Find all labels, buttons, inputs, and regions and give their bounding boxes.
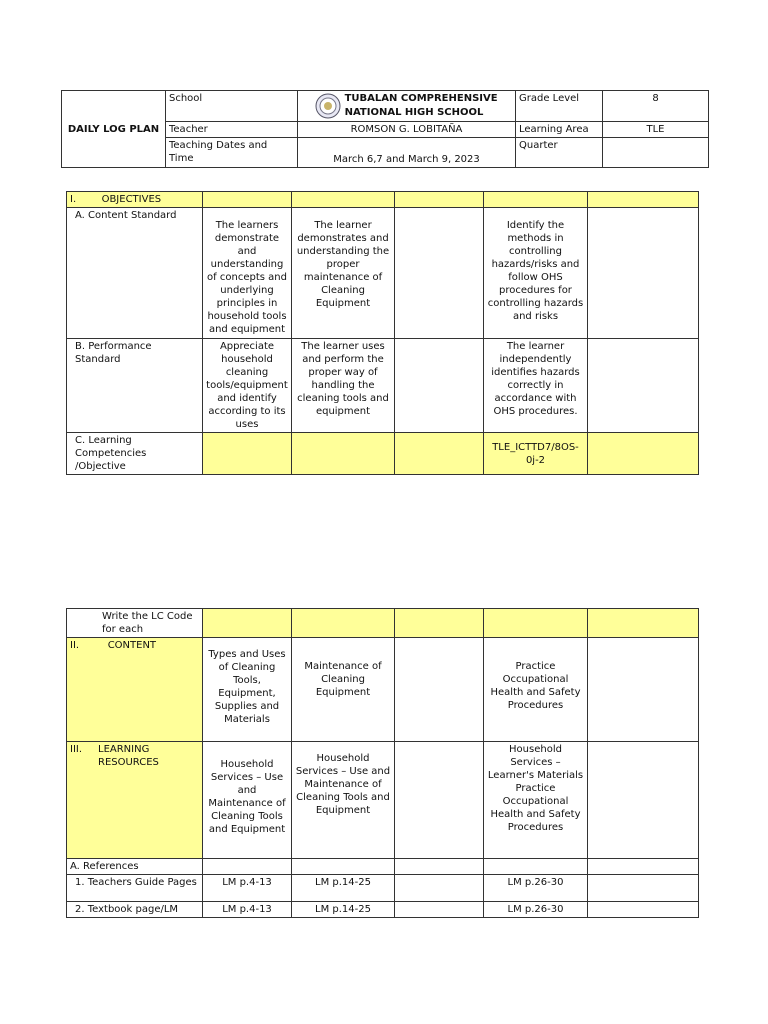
- learning-area-value: TLE: [603, 122, 709, 138]
- content-col5: [588, 638, 699, 742]
- competencies-col3: [395, 433, 484, 475]
- performance-standard-col4: The learner independently identifies hazards correctly in accordance with OHS procedures.: [484, 339, 588, 433]
- content-standard-col2: The learner demonstrates and understanding the proper maintenance of Cleaning Equipment: [292, 208, 395, 339]
- textbook-col1: LM p.4-13: [203, 902, 292, 918]
- teachers-guide-col3: [395, 875, 484, 902]
- teachers-guide-col1: LM p.4-13: [203, 875, 292, 902]
- school-name-line2: NATIONAL HIGH SCHOOL: [344, 107, 484, 118]
- objectives-col5: [588, 192, 699, 208]
- school-name-line1: TUBALAN COMPREHENSIVE: [344, 93, 498, 104]
- content-standard-col1: The learners demonstrate and understanding of concepts and underlying principles in household tools and equipment: [203, 208, 292, 339]
- resources-heading: [67, 742, 203, 859]
- school-name: [345, 92, 498, 120]
- competencies-col5: [588, 433, 699, 475]
- resources-col2: Household Services – Use and Maintenance of Cleaning Tools and Equipment: [292, 742, 395, 859]
- content-label: CONTENT: [107, 640, 157, 651]
- teacher-label: Teacher: [166, 122, 298, 138]
- teacher-value: ROMSON G. LOBITAÑA: [298, 122, 516, 138]
- lc-code-col3: [395, 609, 484, 638]
- textbook-col3: [395, 902, 484, 918]
- resources-col4: Household Services – Learner's Materials Practice Occupational Health and Safety Procedures: [484, 742, 588, 859]
- performance-standard-col3: [395, 339, 484, 433]
- objectives-label: OBJECTIVES: [101, 194, 162, 205]
- objectives-col4: [484, 192, 588, 208]
- dates-label: Teaching Dates and Time: [166, 138, 298, 168]
- lc-code-col5: [588, 609, 699, 638]
- resources-col1: Household Services – Use and Maintenance of Cleaning Tools and Equipment: [203, 742, 292, 859]
- daily-log-plan-title: DAILY LOG PLAN: [62, 91, 166, 168]
- references-label: A. References: [67, 859, 203, 875]
- objectives-col3: [395, 192, 484, 208]
- performance-standard-col5: [588, 339, 699, 433]
- textbook-col4: LM p.26-30: [484, 902, 588, 918]
- content-standard-col5: [588, 208, 699, 339]
- textbook-col5: [588, 902, 699, 918]
- resources-col5: [588, 742, 699, 859]
- teachers-guide-col5: [588, 875, 699, 902]
- references-col2: [292, 859, 395, 875]
- textbook-label: 2. Textbook page/LM: [67, 902, 203, 918]
- objectives-col2: [292, 192, 395, 208]
- lc-code-col2: [292, 609, 395, 638]
- content-num: II.: [70, 640, 80, 651]
- objectives-num: I.: [70, 194, 77, 205]
- competencies-col1: [203, 433, 292, 475]
- content-heading: [67, 638, 203, 742]
- content-standard-col4: Identify the methods in controlling hazards/risks and follow OHS procedures for controlling hazards and risks: [484, 208, 588, 339]
- textbook-col2: LM p.14-25: [292, 902, 395, 918]
- references-col1: [203, 859, 292, 875]
- objectives-col1: [203, 192, 292, 208]
- resources-label: LEARNING RESOURCES: [98, 744, 159, 768]
- references-col3: [395, 859, 484, 875]
- teachers-guide-col4: LM p.26-30: [484, 875, 588, 902]
- competencies-col4: TLE_ICTTD7/8OS-0j-2: [484, 433, 588, 475]
- resources-num: III.: [70, 744, 83, 755]
- teachers-guide-col2: LM p.14-25: [292, 875, 395, 902]
- dates-value: March 6,7 and March 9, 2023: [298, 138, 516, 168]
- grade-level-label: Grade Level: [516, 91, 603, 122]
- content-table: [66, 608, 699, 918]
- competencies-label: C. Learning Competencies /Objective: [67, 433, 203, 475]
- learning-area-label: Learning Area: [516, 122, 603, 138]
- lc-code-label: Write the LC Code for each: [67, 609, 203, 638]
- content-col1: Types and Uses of Cleaning Tools, Equipment, Supplies and Materials: [203, 638, 292, 742]
- references-col5: [588, 859, 699, 875]
- header-table: [61, 90, 709, 168]
- references-col4: [484, 859, 588, 875]
- content-col2: Maintenance of Cleaning Equipment: [292, 638, 395, 742]
- school-name-cell: [298, 91, 516, 122]
- performance-standard-col1: Appreciate household cleaning tools/equipment and identify according to its uses: [203, 339, 292, 433]
- resources-col3: [395, 742, 484, 859]
- performance-standard-col2: The learner uses and perform the proper way of handling the cleaning tools and equipment: [292, 339, 395, 433]
- content-standard-col3: [395, 208, 484, 339]
- quarter-label: Quarter: [516, 138, 603, 168]
- content-standard-label: A. Content Standard: [67, 208, 203, 339]
- content-col4: Practice Occupational Health and Safety Procedures: [484, 638, 588, 742]
- school-label: School: [166, 91, 298, 122]
- quarter-value: [603, 138, 709, 168]
- grade-level-value: 8: [603, 91, 709, 122]
- objectives-table: [66, 191, 699, 475]
- lc-code-col4: [484, 609, 588, 638]
- lc-code-col1: [203, 609, 292, 638]
- competencies-col2: [292, 433, 395, 475]
- performance-standard-label: B. Performance Standard: [67, 339, 203, 433]
- content-col3: [395, 638, 484, 742]
- objectives-heading: [67, 192, 203, 208]
- teachers-guide-label: 1. Teachers Guide Pages: [67, 875, 203, 902]
- school-seal-icon: [315, 93, 341, 119]
